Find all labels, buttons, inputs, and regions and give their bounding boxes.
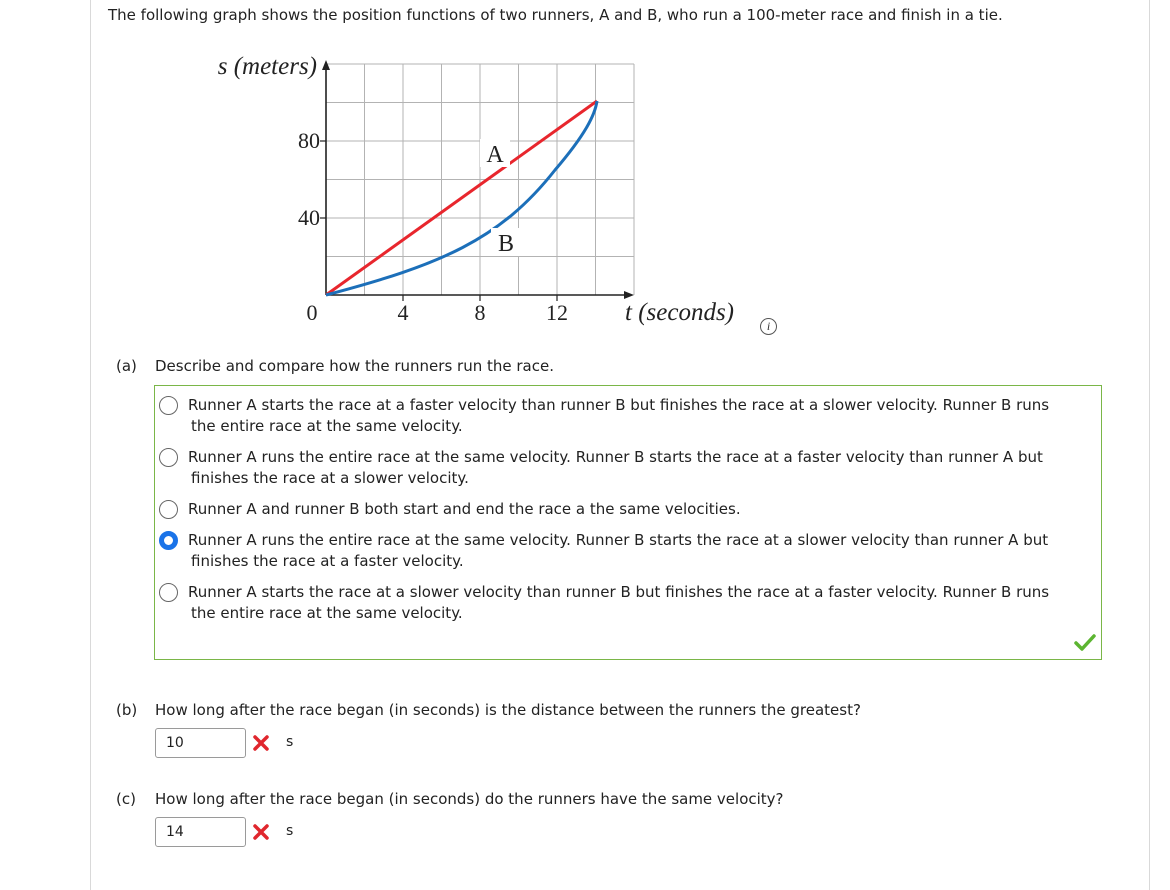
incorrect-x-icon — [252, 735, 270, 751]
choice-3-text — [188, 499, 1088, 520]
part-b-answer-input[interactable]: 10 — [155, 728, 246, 758]
correct-check-icon — [1074, 634, 1096, 652]
choice-line: Runner A and runner B both start and end the race a the same velocities. — [188, 500, 741, 518]
x-tick-label-8: 8 — [474, 300, 486, 325]
choice-2-text — [188, 447, 1088, 489]
radio-button[interactable] — [159, 583, 178, 602]
choice-line: finishes the race at a faster velocity. — [191, 552, 464, 570]
part-c-unit: s — [286, 823, 294, 839]
part-b-question: How long after the race began (in seconds) is the distance between the runners the greatest? — [155, 701, 861, 719]
choice-line: Runner A starts the race at a slower velocity than runner B but finishes the race at a faster velocity. Runner B runs — [188, 583, 1050, 601]
radio-button[interactable] — [159, 396, 178, 415]
part-b-unit: s — [286, 734, 294, 750]
x-tick-label-4: 4 — [397, 300, 409, 325]
x-tick-label-12: 12 — [546, 300, 568, 325]
choice-line: finishes the race at a slower velocity. — [191, 469, 469, 487]
choice-line: the entire race at the same velocity. — [191, 604, 463, 622]
part-c-label: (c) — [116, 790, 136, 808]
incorrect-x-icon — [252, 824, 270, 840]
part-a-label: (a) — [116, 357, 137, 375]
choice-line: Runner A runs the entire race at the same velocity. Runner B starts the race at a faster velocity than runner A but — [188, 448, 1043, 466]
y-ticks — [320, 141, 326, 218]
choice-5-text — [188, 582, 1088, 624]
part-c-answer-input[interactable]: 14 — [155, 817, 246, 847]
curve-label-a: A — [486, 142, 504, 168]
choice-line: the entire race at the same velocity. — [191, 417, 463, 435]
info-icon[interactable]: i — [760, 318, 777, 335]
part-a-question: Describe and compare how the runners run the race. — [155, 357, 554, 375]
y-tick-label-80: 80 — [298, 128, 320, 153]
choice-1-text — [188, 395, 1088, 437]
origin-label: 0 — [306, 300, 318, 325]
choice-line: Runner A runs the entire race at the same velocity. Runner B starts the race at a slower velocity than runner A but — [188, 531, 1049, 549]
runner-a-curve — [326, 101, 597, 295]
curve-label-b: B — [497, 231, 515, 257]
choice-4-text — [188, 530, 1088, 572]
y-tick-label-40: 40 — [298, 205, 320, 230]
part-b-label: (b) — [116, 701, 138, 719]
choice-line: Runner A starts the race at a faster velocity than runner B but finishes the race at a slower velocity. Runner B runs — [188, 396, 1050, 414]
radio-button[interactable] — [159, 500, 178, 519]
answer-choices — [154, 385, 1102, 660]
position-graph — [200, 40, 780, 340]
radio-button-selected[interactable] — [159, 531, 178, 550]
problem-intro: The following graph shows the position functions of two runners, A and B, who run a 100-meter race and finish in a tie. — [108, 6, 1003, 24]
y-axis-label: s (meters) — [217, 53, 317, 80]
x-axis-label: t (seconds) — [625, 299, 734, 326]
radio-button[interactable] — [159, 448, 178, 467]
part-c-question: How long after the race began (in seconds) do the runners have the same velocity? — [155, 790, 784, 808]
